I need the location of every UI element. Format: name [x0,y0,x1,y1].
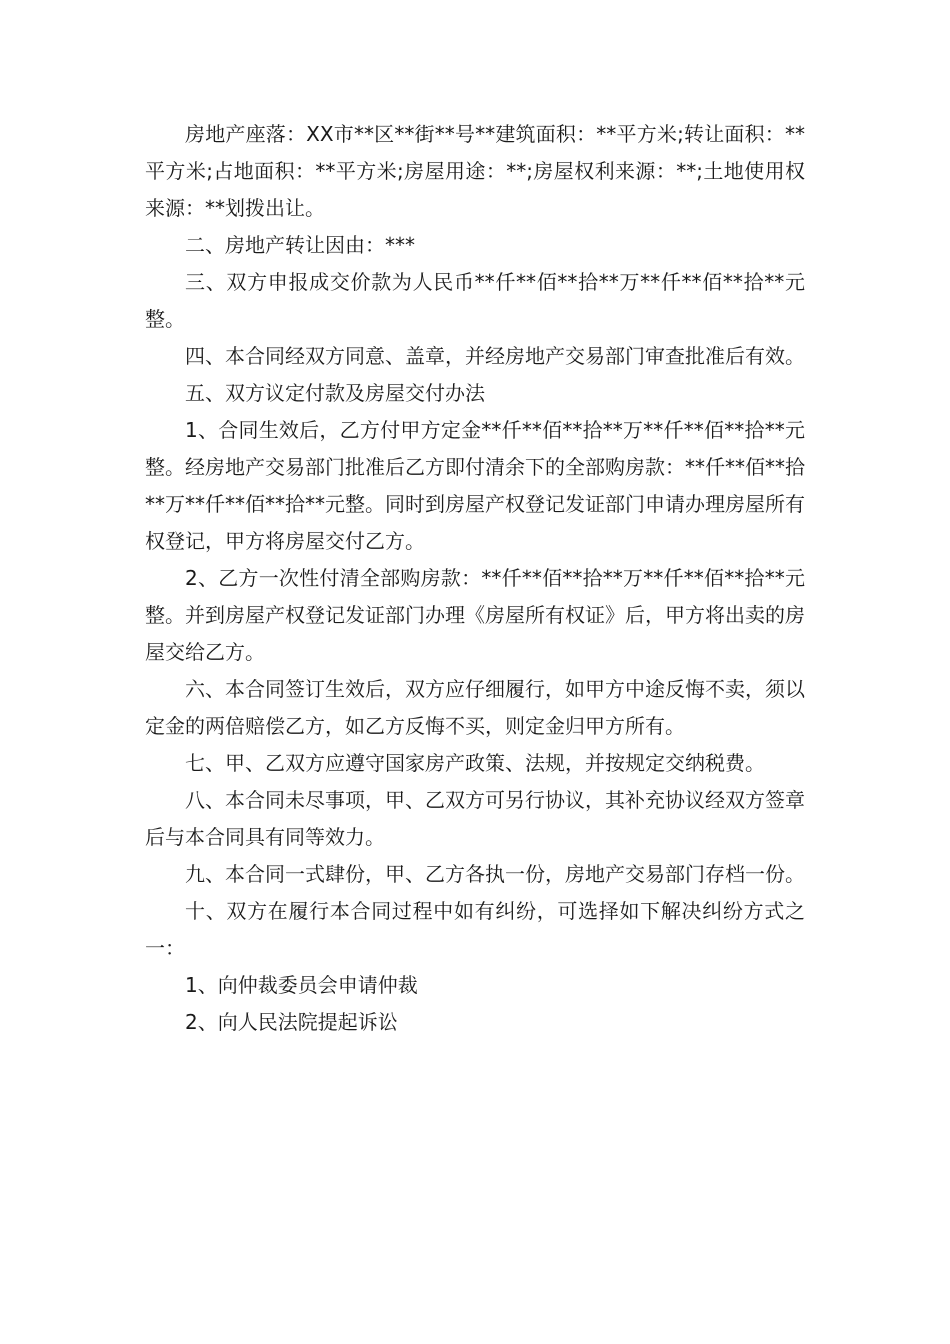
paragraph-payment-option-1: 1、合同生效后，乙方付甲方定金**仟**佰**拾**万**仟**佰**拾**元整。经房地产交易部门批准后乙方即付清余下的全部购房款：**仟**佰**拾**万**仟**佰**拾**元整。同时到房屋产权登记发证部门申请办理房屋所有权登记，甲方将房屋交付乙方。 [145,418,805,553]
paragraph-dispute-option-1: 1、向仲裁委员会申请仲裁 [185,973,418,997]
paragraph-tax-clause: 七、甲、乙双方应遵守国家房产政策、法规，并按规定交纳税费。 [185,751,765,775]
paragraph-contract-validity: 四、本合同经双方同意、盖章，并经房地产交易部门审查批准后有效。 [185,344,805,368]
paragraph-supplementary-clause: 八、本合同未尽事项，甲、乙双方可另行协议，其补充协议经双方签章后与本合同具有同等效力。 [145,788,805,849]
paragraph-dispute-clause: 十、双方在履行本合同过程中如有纠纷，可选择如下解决纠纷方式之一： [145,899,805,960]
paragraph-dispute-option-2: 2、向人民法院提起诉讼 [185,1010,398,1034]
paragraph-payment-heading: 五、双方议定付款及房屋交付办法 [185,381,485,405]
paragraph-transaction-price: 三、双方申报成交价款为人民币**仟**佰**拾**万**仟**佰**拾**元整。 [145,270,805,331]
paragraph-breach-clause: 六、本合同签订生效后，双方应仔细履行，如甲方中途反悔不卖，须以定金的两倍赔偿乙方，如乙方反悔不买，则定金归甲方所有。 [145,677,805,738]
contract-body [145,116,805,1041]
paragraph-payment-option-2: 2、乙方一次性付清全部购房款：**仟**佰**拾**万**仟**佰**拾**元整。并到房屋产权登记发证部门办理《房屋所有权证》后，甲方将出卖的房屋交给乙方。 [145,566,805,664]
paragraph-property-location: 房地产座落：XX市**区**街**号**建筑面积：**平方米;转让面积：**平方米;占地面积：**平方米;房屋用途：**;房屋权利来源：**;土地使用权来源：**划拨出让。 [145,122,805,220]
paragraph-transfer-reason: 二、房地产转让因由：*** [185,233,415,257]
paragraph-copies-clause: 九、本合同一式肆份，甲、乙方各执一份，房地产交易部门存档一份。 [185,862,805,886]
